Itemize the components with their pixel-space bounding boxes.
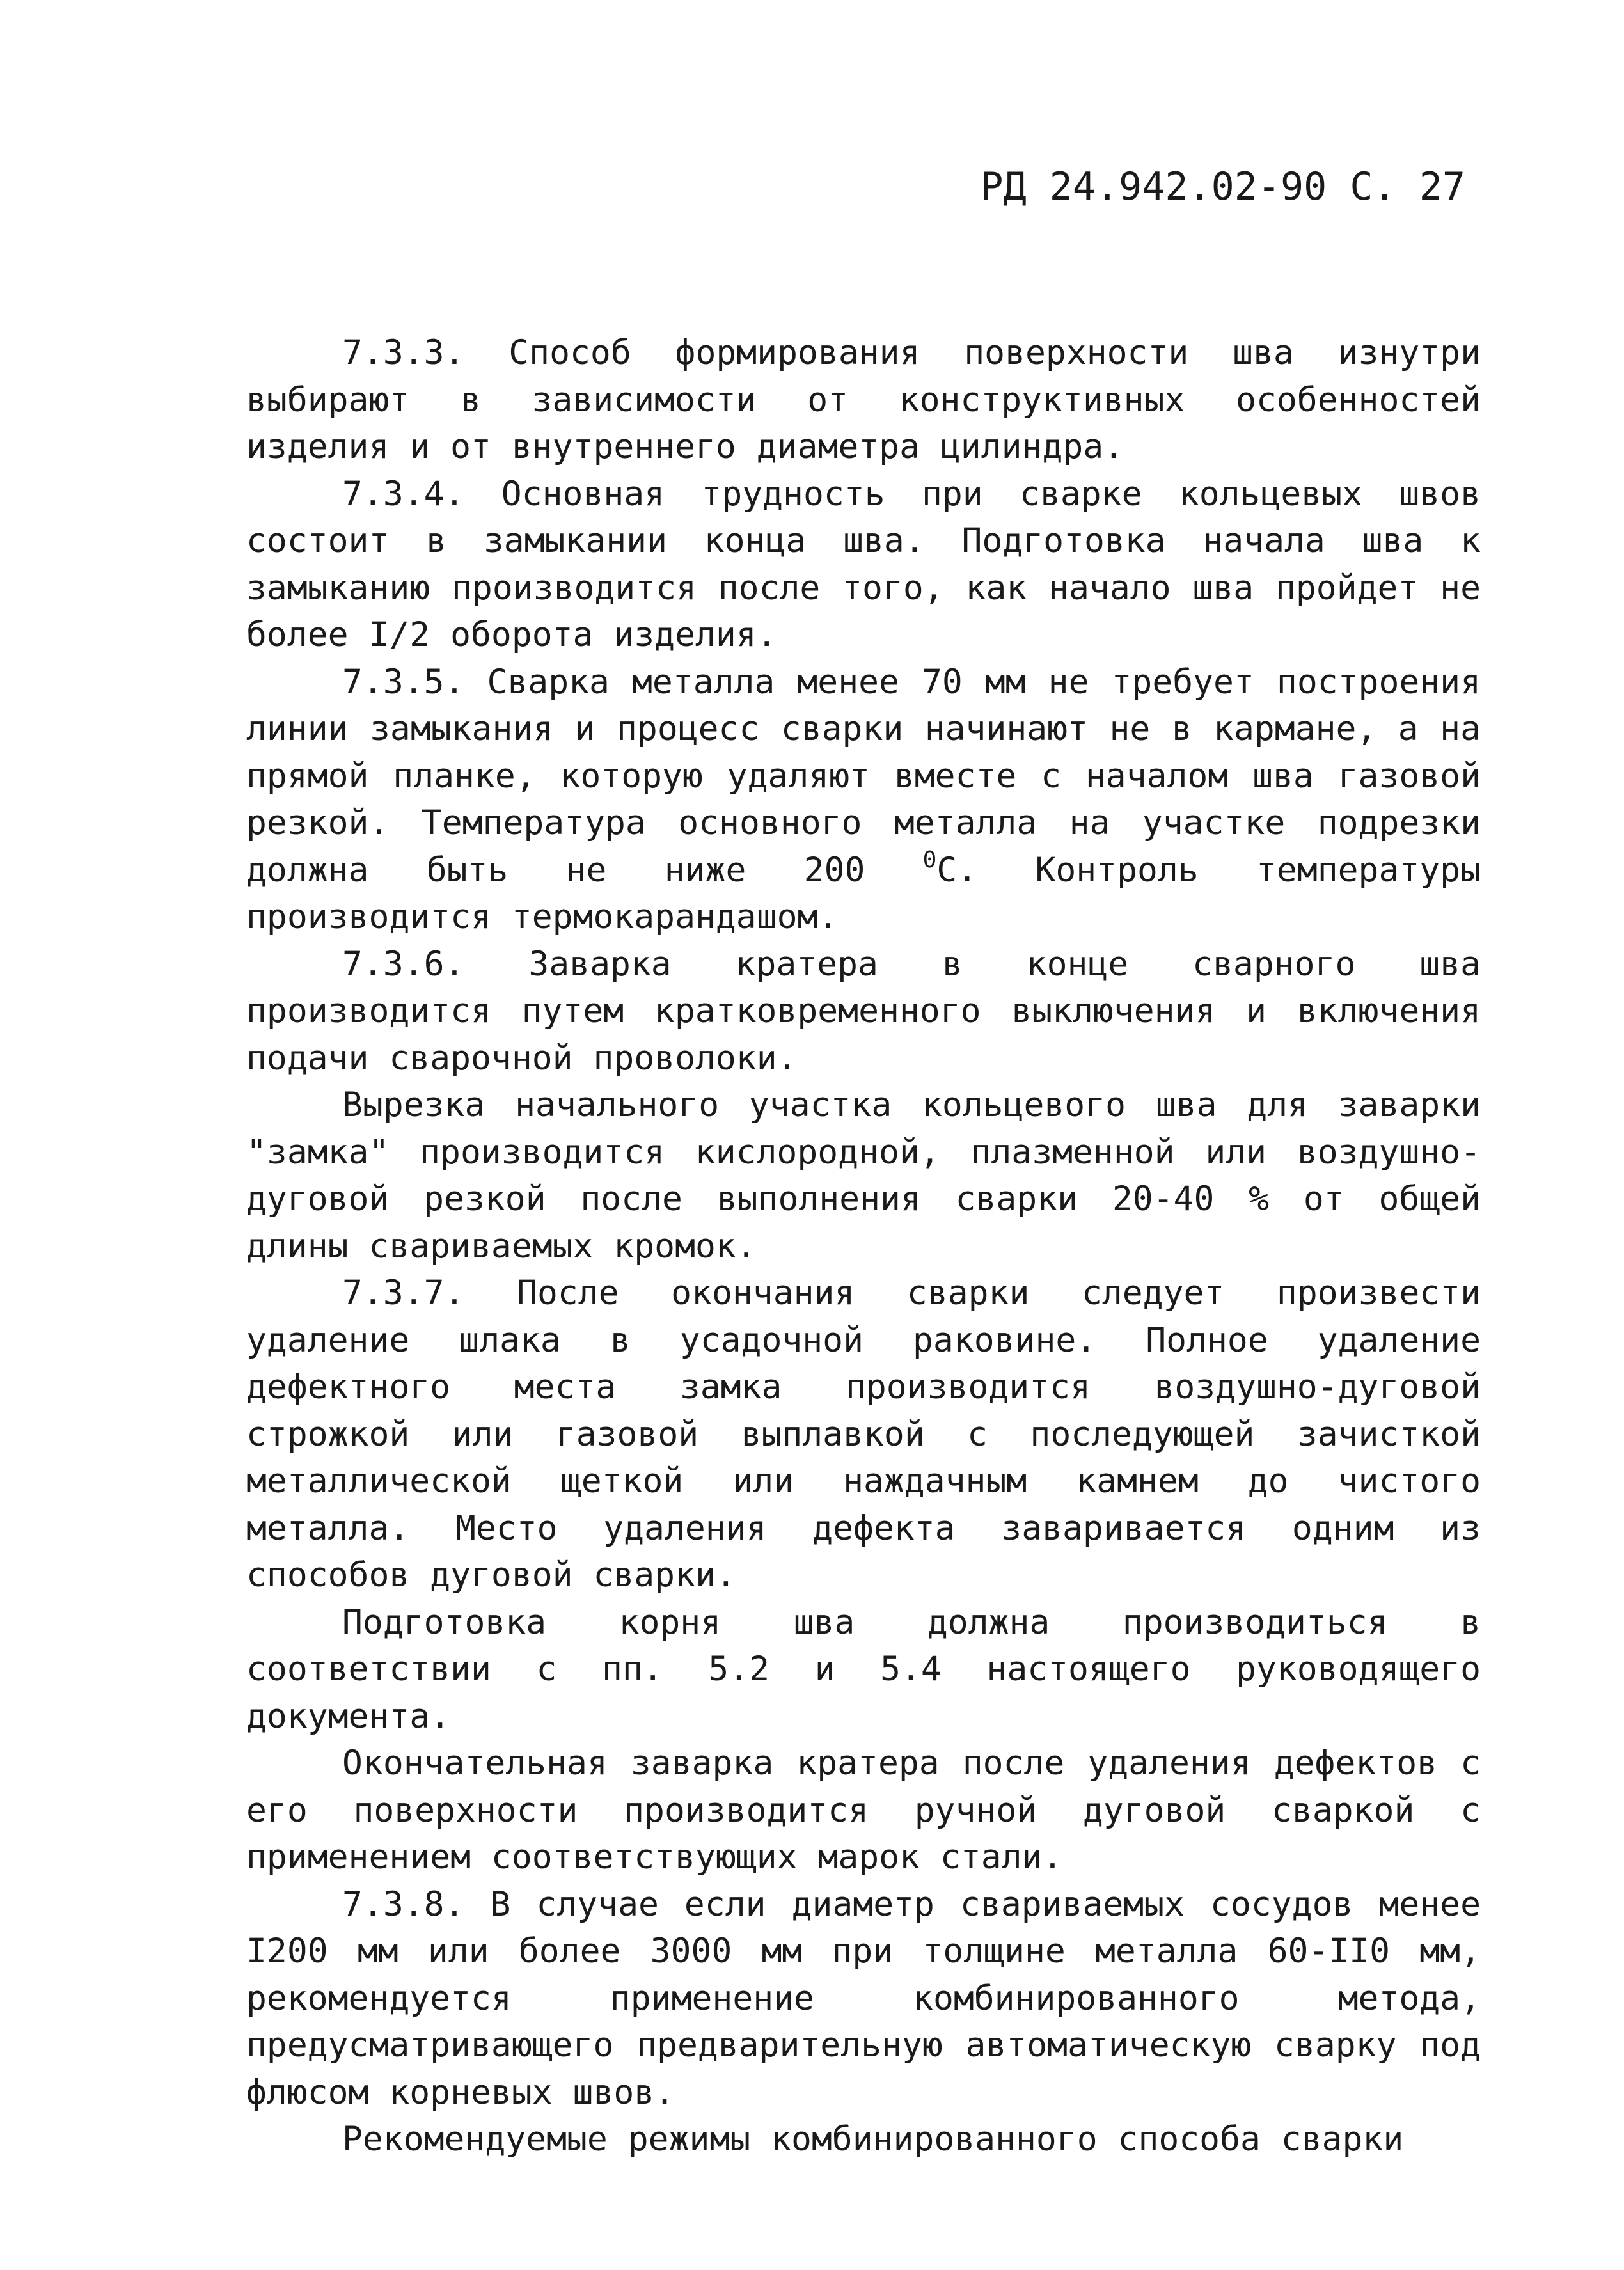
body-text <box>246 329 1481 2163</box>
page-header-doc-ref: РД 24.942.02-90 С. 27 <box>980 164 1465 209</box>
paragraph-7-3-3: 7.3.3. Способ формирования поверхности шва изнутри выбирают в зависимости от конструктивных особенностей изделия и от внутреннего диаметра цилиндра. <box>246 333 1481 466</box>
paragraph-7-3-5-text-end: С. Контроль температуры производится термокарандашом. <box>246 850 1481 936</box>
paragraph-7-3-4: 7.3.4. Основная трудность при сварке кольцевых швов состоит в замыкании конца шва. Подготовка начала шва к замыканию производится после того, как начало шва пройдет не более I/2 оборота изделия. <box>246 474 1481 654</box>
paragraph-recommended-modes: Рекомендуемые режимы комбинированного способа сварки <box>342 2120 1404 2159</box>
paragraph-7-3-7: 7.3.7. После окончания сварки следует произвести удаление шлака в усадочной раковине. Полное удаление дефектного места замка производится воздушно-дуговой строжкой или газовой выплавкой с последующей зачисткой металлической щеткой или наждачным камнем до чистого металла. Место удаления дефекта заваривается одним из способов дуговой сварки. <box>246 1273 1481 1595</box>
paragraph-7-3-6: 7.3.6. Заварка кратера в конце сварного шва производится путем кратковременного выключения и включения подачи сварочной проволоки. <box>246 944 1481 1078</box>
degree-superscript: 0 <box>922 846 937 873</box>
paragraph-7-3-8: 7.3.8. В случае если диаметр свариваемых сосудов менее I200 мм или более 3000 мм при толщине металла 60-II0 мм, рекомендуется применение комбинированного метода, предусматривающего предварительную автоматическую сварку под флюсом корневых швов. <box>246 1884 1481 2112</box>
paragraph-root-prep: Подготовка корня шва должна производиться в соответствии с пп. 5.2 и 5.4 настоящего руководящего документа. <box>246 1602 1481 1736</box>
paragraph-final-weld: Окончательная заварка кратера после удаления дефектов с его поверхности производится ручной дуговой сваркой с применением соответствующих марок стали. <box>246 1744 1481 1877</box>
paragraph-cut-out: Вырезка начального участка кольцевого шва для заварки "замка" производится кислородной, плазменной или воздушно-дуговой резкой после выполнения сварки 20-40 % от общей длины свариваемых кромок. <box>246 1085 1481 1266</box>
paragraph-7-3-5-text: 7.3.5. Сварка металла менее 70 мм не требует построения линии замыкания и процесс сварки начинают не в кармане, а на прямой планке, которую удаляют вместе с началом шва газовой резкой. Температура основного металла на участке подрезки должна быть не ниже 200 <box>246 662 1481 890</box>
paragraph-7-3-5 <box>246 659 1481 941</box>
